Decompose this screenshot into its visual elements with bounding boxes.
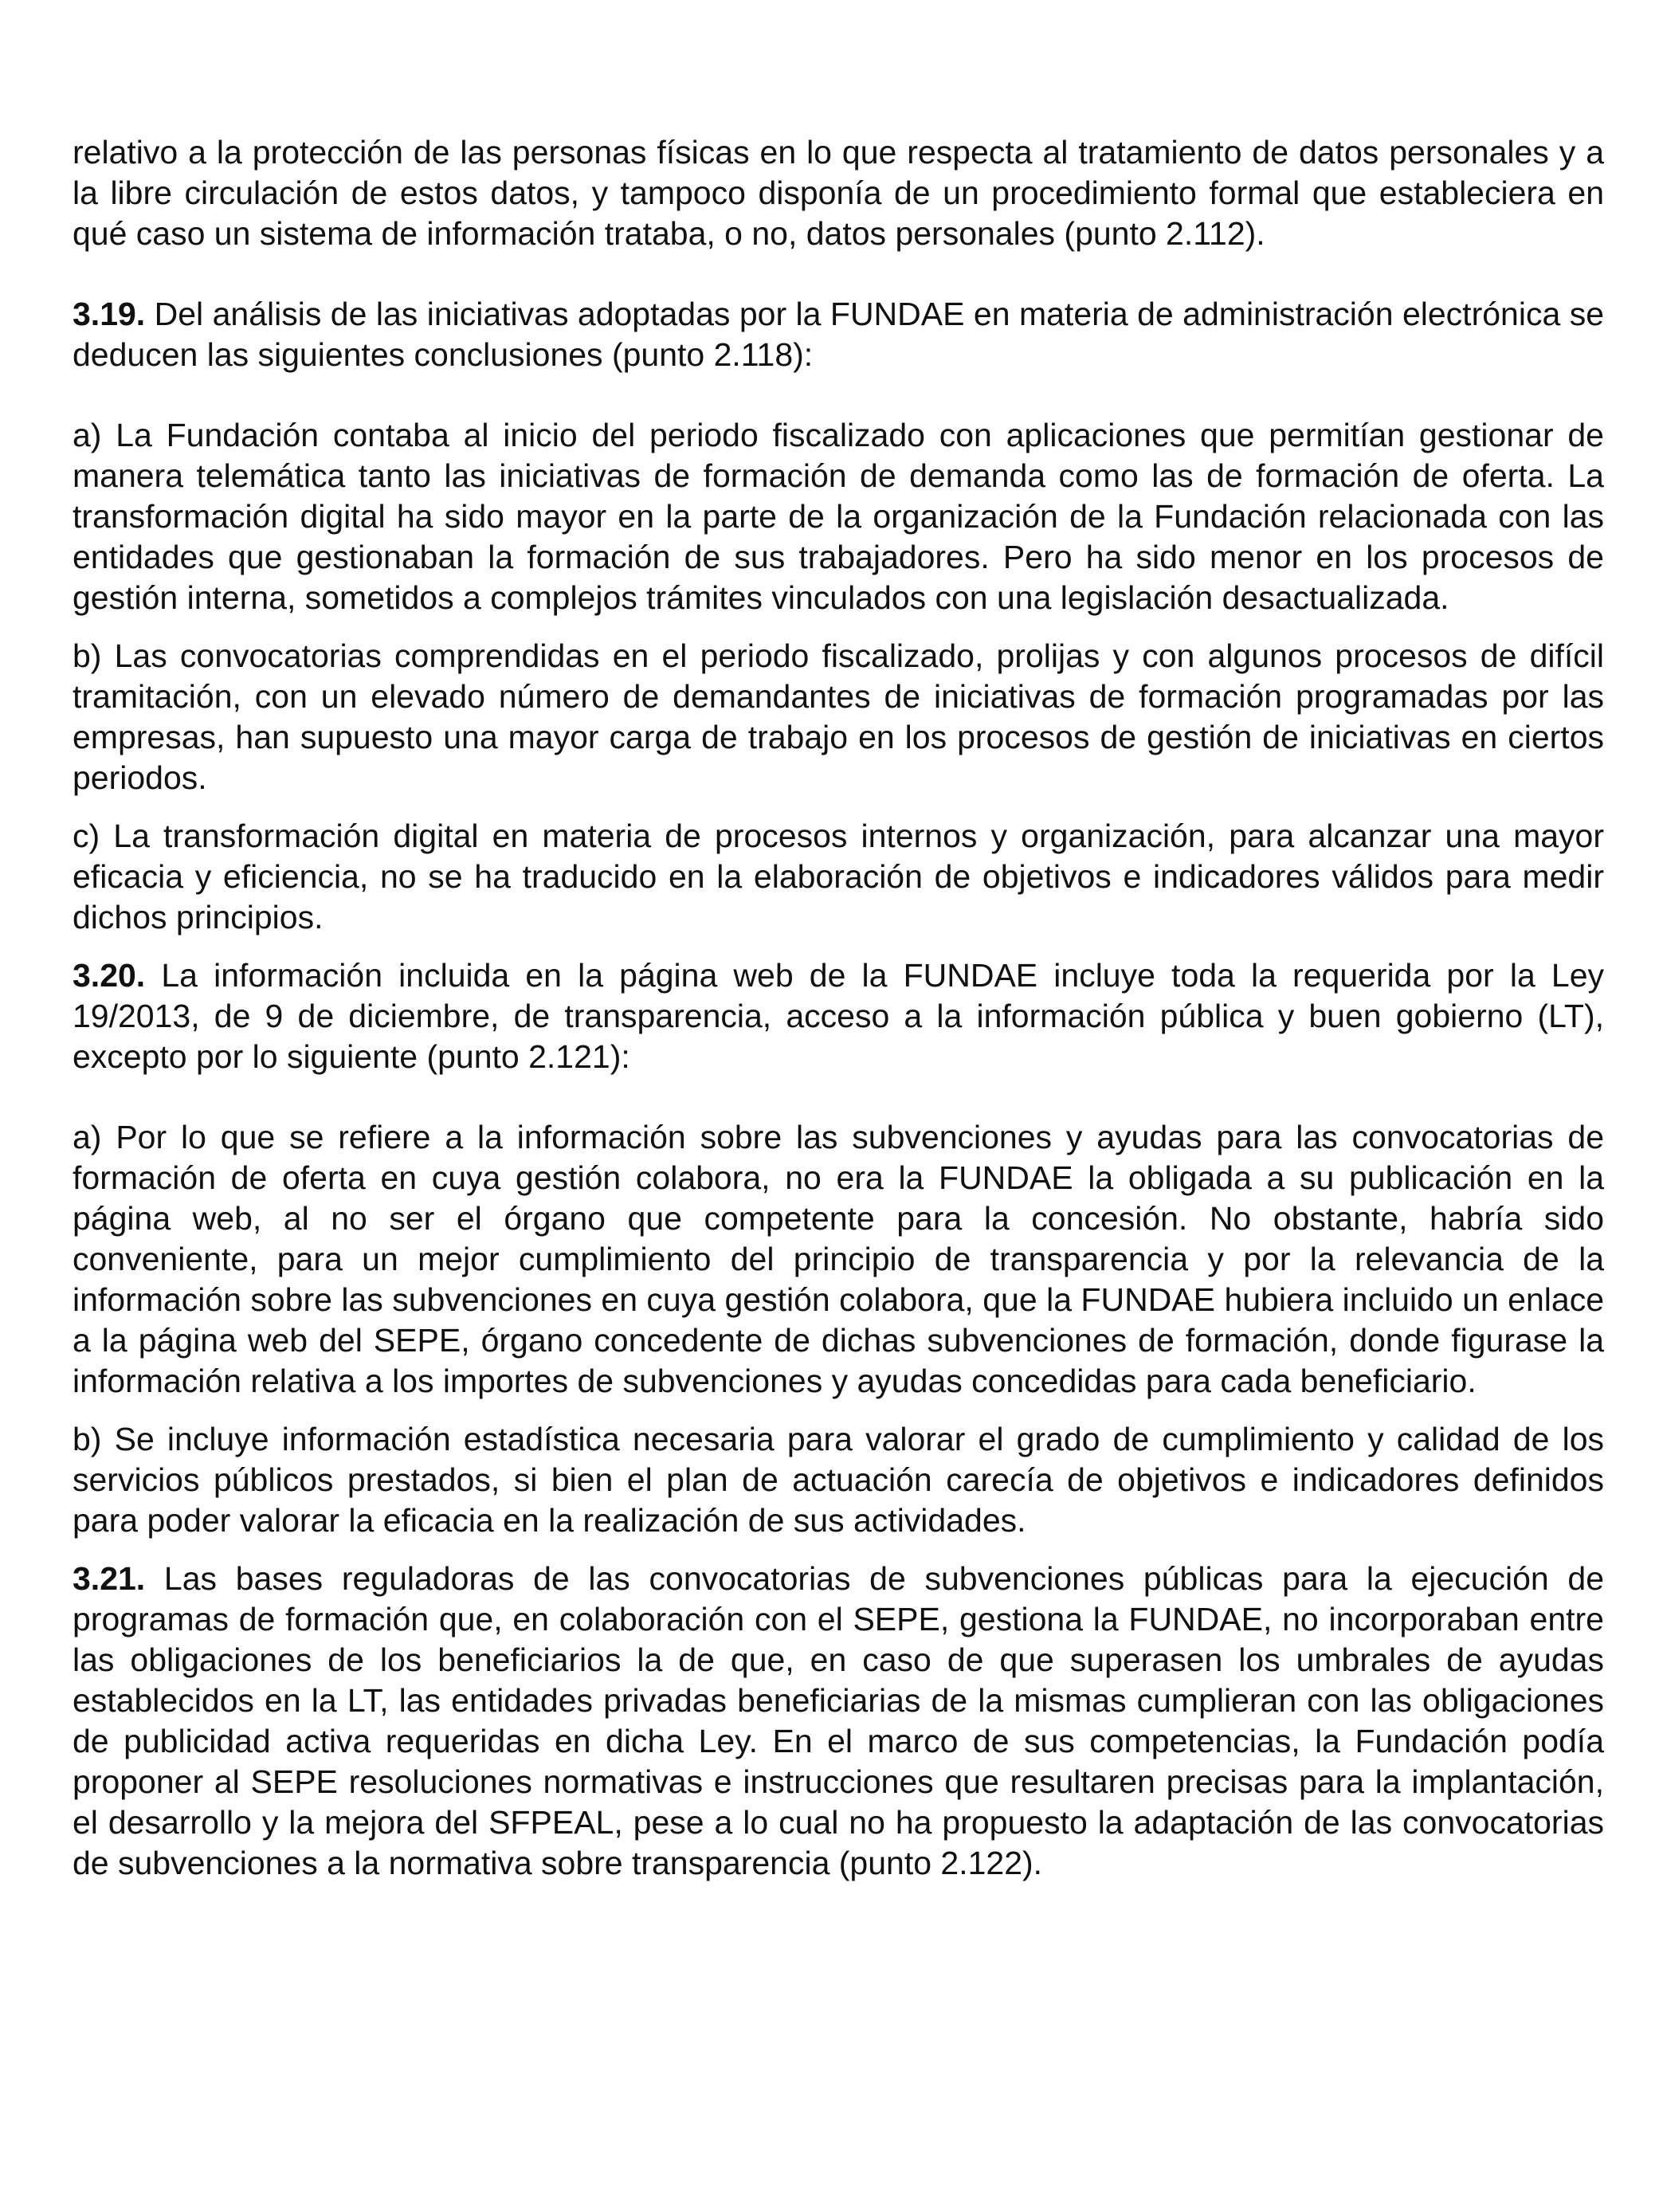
section-number: 3.20. [73,957,146,994]
section-text: Del análisis de las iniciativas adoptadas por la FUNDAE en materia de administración electrónica se deducen las siguientes conclusiones (punto 2.118): [73,296,1604,373]
section-number: 3.19. [73,296,146,332]
section-3-19-item-b: b) Las convocatorias comprendidas en el periodo fiscalizado, prolijas y con algunos procesos de difícil tramitación, con un elevado número de demandantes de iniciativas de formación programadas por las empresas, han supuesto una mayor carga de trabajo en los procesos de gestión de iniciativas en ciertos periodos. [73,637,1604,796]
section-3-19 [73,294,1604,375]
paragraph-continuation: relativo a la protección de las personas físicas en lo que respecta al tratamiento de datos personales y a la libre circulación de estos datos, y tampoco disponía de un procedimiento formal que estableciera en qué caso un sistema de información trataba, o no, datos personales (punto 2.112). [73,134,1604,252]
section-3-19-item-c: c) La transformación digital en materia de procesos internos y organización, para alcanzar una mayor eficacia y eficiencia, no se ha traducido en la elaboración de objetivos e indicadores válidos para medir dichos principios. [73,818,1604,935]
section-3-19-item-a: a) La Fundación contaba al inicio del periodo fiscalizado con aplicaciones que permitían gestionar de manera telemática tanto las iniciativas de formación de demanda como las de formación de oferta. La transformación digital ha sido mayor en la parte de la organización de la Fundación relacionada con las entidades que gestionaban la formación de sus trabajadores. Pero ha sido menor en los procesos de gestión interna, sometidos a complejos trámites vinculados con una legislación desactualizada. [73,417,1604,616]
section-3-20-item-a: a) Por lo que se refiere a la información sobre las subvenciones y ayudas para las convocatorias de formación de oferta en cuya gestión colabora, no era la FUNDAE la obligada a su publicación en la página web, al no ser el órgano que competente para la concesión. No obstante, habría sido conveniente, para un mejor cumplimiento del principio de transparencia y por la relevancia de la información sobre las subvenciones en cuya gestión colabora, que la FUNDAE hubiera incluido un enlace a la página web del SEPE, órgano concedente de dichas subvenciones de formación, donde figurase la información relativa a los importes de subvenciones y ayudas concedidas para cada beneficiario. [73,1119,1604,1399]
section-3-20 [73,955,1604,1077]
section-text: Las bases reguladoras de las convocatorias de subvenciones públicas para la ejecución de programas de formación que, en colaboración con el SEPE, gestiona la FUNDAE, no incorporaban entre las obligaciones de los beneficiarios la de que, en caso de que superasen los umbrales de ayudas establecidos en la LT, las entidades privadas beneficiarias de la mismas cumplieran con las obligaciones de publicidad activa requeridas en dicha Ley. En el marco de sus competencias, la Fundación podía proponer al SEPE resoluciones normativas e instrucciones que resultaren precisas para la implantación, el desarrollo y la mejora del SFPEAL, pese a lo cual no ha propuesto la adaptación de las convocatorias de subvenciones a la normativa sobre transparencia (punto 2.122). [73,1560,1604,1881]
section-3-20-item-b: b) Se incluye información estadística necesaria para valorar el grado de cumplimiento y calidad de los servicios públicos prestados, si bien el plan de actuación carecía de objetivos e indicadores definidos para poder valorar la eficacia en la realización de sus actividades. [73,1421,1604,1539]
document-page [73,132,1604,1884]
section-text: La información incluida en la página web de la FUNDAE incluye toda la requerida por la Ley 19/2013, de 9 de diciembre, de transparencia, acceso a la información pública y buen gobierno (LT), excepto por lo siguiente (punto 2.121): [73,957,1604,1075]
section-number: 3.21. [73,1560,146,1597]
section-3-21 [73,1559,1604,1884]
